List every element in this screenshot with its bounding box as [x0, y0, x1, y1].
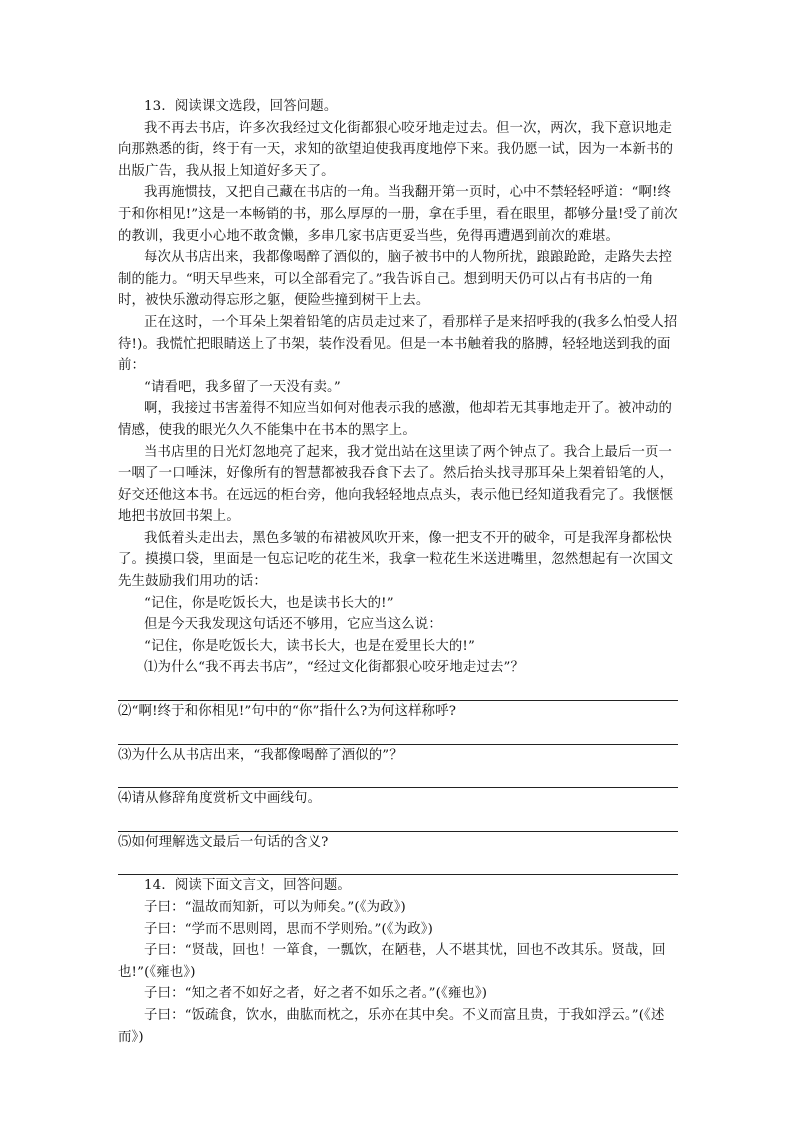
q13-question-2: ⑵“啊!终于和你相见!”句中的“你”指什么?为何这样称呼? [118, 704, 457, 720]
q13-paragraph-3: 每次从书店出来，我都像喝醉了酒似的，脑子被书中的人物所扰，踉踉跄跄，走路失去控制的能力。“明天早些来，可以全部看完了。”我告诉自己。想到明天仍可以占有书店的一角时，被快乐激动得忘形之躯，便险些撞到树干上去。 [118, 250, 673, 309]
answer-line-4[interactable] [118, 810, 678, 832]
q14-line-3: 子曰：“贤哉，回也！一箪食，一瓢饮，在陋巷，人不堪其忧，回也不改其乐。贤哉，回也!”(《雍也》) [118, 943, 666, 980]
answer-line-1[interactable] [118, 679, 678, 701]
q13-question-1: ⑴为什么“我不再去书店”，“经过文化街都狠心咬牙地走过去”？ [144, 660, 525, 676]
q13-paragraph-4: 正在这时，一个耳朵上架着铅笔的店员走过来了，看那样子是来招呼我的(我多么怕受人招待!)。我慌忙把眼睛送上了书架，装作没看见。但是一本书触着我的胳膊，轻轻地送到我的面前： [118, 314, 678, 374]
exam-page [118, 96, 678, 1048]
q13-paragraph-10: 但是今天我发现这句话还不够用，它应当这么说： [144, 617, 442, 633]
q14-line-2: 子曰：“学而不思则罔，思而不学则殆。”(《为政》) [144, 921, 433, 937]
q13-paragraph-5: “请看吧，我多留了一天没有卖。” [144, 379, 341, 395]
q13-paragraph-2: 我再施惯技，又把自己藏在书店的一角。当我翻开第一页时，心中不禁轻轻呼道：“啊!终于和你相见!”这是一本畅销的书，那么厚厚的一册，拿在手里，看在眼里，都够分量!受了前次的教训，我更小心地不敢贪懒，多串几家书店更妥当些，免得再遭遇到前次的难堪。 [118, 185, 678, 244]
q13-question-3: ⑶为什么从书店出来，“我都像喝醉了酒似的”？ [118, 747, 403, 763]
answer-line-2[interactable] [118, 723, 678, 745]
answer-line-5[interactable] [118, 853, 678, 875]
q14-heading: 14．阅读下面文言文，回答问题。 [144, 878, 351, 894]
q13-paragraph-6: 啊，我接过书害羞得不知应当如何对他表示我的感激，他却若无其事地走开了。被冲动的情感，使我的眼光久久不能集中在书本的黑字上。 [118, 401, 673, 438]
q13-question-4: ⑷请从修辞角度赏析文中画线句。 [118, 791, 322, 807]
q14-line-5: 子曰：“饭疏食，饮水，曲肱而枕之，乐亦在其中矣。不义而富且贵，于我如浮云。”(《述而》) [118, 1007, 665, 1045]
q13-paragraph-9: “记住，你是吃饭长大，也是读书长大的!” [144, 595, 394, 611]
q14-line-1: 子曰：“温故而知新，可以为师矣。”(《为政》) [144, 900, 406, 915]
q13-paragraph-7: 当书店里的日光灯忽地亮了起来，我才觉出站在这里读了两个钟点了。我合上最后一页一一咽了一口唾沫，好像所有的智慧都被我吞食下去了。然后抬头找寻那耳朵上架着铅笔的人，好交还他这本书。在远远的柜台旁，他向我轻轻地点点头，表示他已经知道我看完了。我惬惬地把书放回书架上。 [118, 444, 674, 525]
answer-line-3[interactable] [118, 766, 678, 788]
q13-paragraph-1: 我不再去书店，许多次我经过文化街都狠心咬牙地走过去。但一次，两次，我下意识地走向那熟悉的街，终于有一天，求知的欲望迫使我再度地停下来。我仍愿一试，因为一本新书的出版广告，我从报上知道好多天了。 [118, 120, 674, 179]
q13-paragraph-11: “记住，你是吃饭长大，读书长大，也是在爱里长大的!” [144, 638, 475, 654]
q13-paragraph-8: 我低着头走出去，黑色多皱的布裙被风吹开来，像一把支不开的破伞，可是我浑身都松快了。摸摸口袋，里面是一包忘记吃的花生米，我拿一粒花生米送进嘴里，忽然想起有一次国文先生鼓励我们用功的话： [118, 530, 674, 590]
q14-line-4: 子曰：“知之者不如好之者，好之者不如乐之者。”(《雍也》) [144, 986, 488, 1002]
q13-heading: 13．阅读课文选段，回答问题。 [144, 99, 338, 114]
q13-question-5: ⑸如何理解选文最后一句话的含义? [118, 834, 329, 850]
